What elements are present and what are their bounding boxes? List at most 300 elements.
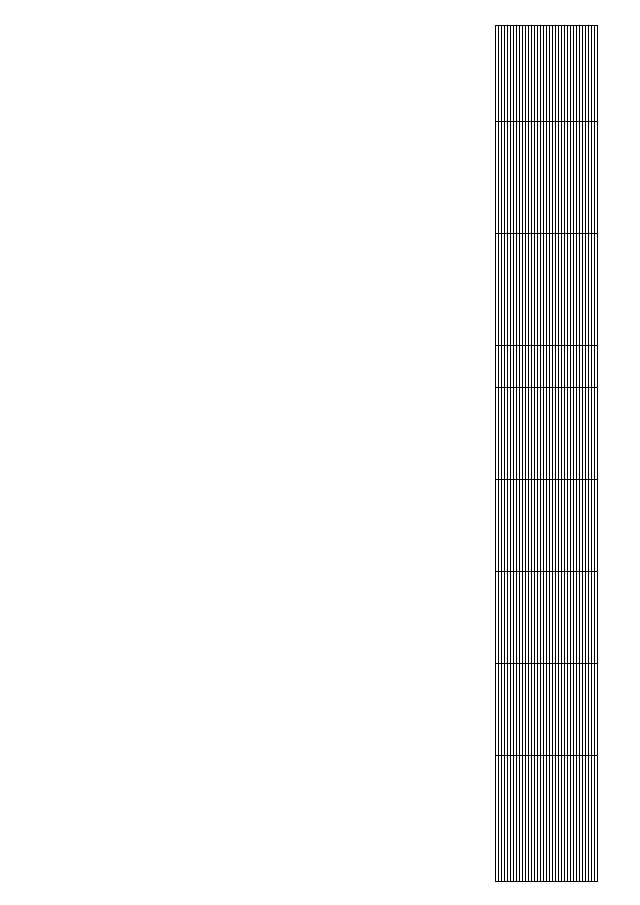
year-cell bbox=[592, 346, 595, 388]
value-col-5-cell bbox=[559, 480, 562, 572]
responsible-executor-cell bbox=[583, 234, 586, 346]
column-number-8 bbox=[595, 756, 598, 882]
value-col-7-cell bbox=[529, 664, 532, 756]
program-name-cell bbox=[589, 122, 592, 234]
program-level-cell bbox=[523, 26, 526, 122]
value-col-7-cell bbox=[511, 664, 514, 756]
responsible-executor-cell bbox=[511, 234, 514, 346]
value-col-7-cell bbox=[532, 664, 535, 756]
program-name-cell bbox=[586, 122, 589, 234]
table-row bbox=[520, 26, 523, 882]
year-cell bbox=[586, 346, 589, 388]
value-col-7-cell bbox=[592, 664, 595, 756]
table-row bbox=[592, 26, 595, 882]
responsible-executor-cell bbox=[559, 234, 562, 346]
value-col-8-cell bbox=[562, 756, 565, 882]
value-col-6-cell bbox=[541, 572, 544, 664]
value-col-7-cell bbox=[508, 664, 511, 756]
value-col-5-cell bbox=[553, 480, 556, 572]
program-name-cell bbox=[544, 122, 547, 234]
value-col-8-cell bbox=[553, 756, 556, 882]
program-level-cell bbox=[556, 26, 559, 122]
value-col-8-cell bbox=[547, 756, 550, 882]
program-name-cell bbox=[574, 122, 577, 234]
table-row bbox=[565, 26, 568, 882]
program-name-cell bbox=[550, 122, 553, 234]
value-col-8-cell bbox=[541, 756, 544, 882]
value-col-6-cell bbox=[565, 572, 568, 664]
value-col-6-cell bbox=[586, 572, 589, 664]
value-col-7-cell bbox=[568, 664, 571, 756]
program-level-cell bbox=[589, 26, 592, 122]
value-col-8-cell bbox=[514, 756, 517, 882]
value-col-7-cell bbox=[550, 664, 553, 756]
value-col-6-cell bbox=[580, 572, 583, 664]
value-col-6-cell bbox=[589, 572, 592, 664]
year-cell bbox=[514, 346, 517, 388]
value-col-5-cell bbox=[556, 480, 559, 572]
responsible-executor-cell bbox=[580, 234, 583, 346]
value-col-5-cell bbox=[517, 480, 520, 572]
value-col-7-cell bbox=[496, 664, 499, 756]
value-col-5-cell bbox=[535, 480, 538, 572]
value-col-7-cell bbox=[505, 664, 508, 756]
program-level-cell bbox=[592, 26, 595, 122]
value-col-4-cell bbox=[538, 388, 541, 480]
year-cell bbox=[562, 346, 565, 388]
table-row bbox=[589, 26, 592, 882]
responsible-executor-cell bbox=[574, 234, 577, 346]
value-col-4-cell bbox=[502, 388, 505, 480]
program-name-cell bbox=[496, 122, 499, 234]
value-col-7-cell bbox=[589, 664, 592, 756]
table-row bbox=[574, 26, 577, 882]
value-col-6-cell bbox=[583, 572, 586, 664]
responsible-executor-cell bbox=[523, 234, 526, 346]
program-level-cell bbox=[577, 26, 580, 122]
value-col-6-cell bbox=[547, 572, 550, 664]
value-col-8-cell bbox=[532, 756, 535, 882]
value-col-8-cell bbox=[574, 756, 577, 882]
responsible-executor-cell bbox=[589, 234, 592, 346]
table-row bbox=[532, 26, 535, 882]
value-col-5-cell bbox=[505, 480, 508, 572]
program-name-cell bbox=[508, 122, 511, 234]
year-cell bbox=[505, 346, 508, 388]
value-col-8-cell bbox=[535, 756, 538, 882]
value-col-8-cell bbox=[544, 756, 547, 882]
responsible-executor-cell bbox=[532, 234, 535, 346]
value-col-7-cell bbox=[541, 664, 544, 756]
value-col-4-cell bbox=[589, 388, 592, 480]
value-col-8-cell bbox=[556, 756, 559, 882]
table-row bbox=[583, 26, 586, 882]
program-level-cell bbox=[571, 26, 574, 122]
program-level-cell bbox=[508, 26, 511, 122]
value-col-7-cell bbox=[499, 664, 502, 756]
table-row bbox=[502, 26, 505, 882]
value-col-5-cell bbox=[532, 480, 535, 572]
program-level-cell bbox=[565, 26, 568, 122]
value-col-5-cell bbox=[592, 480, 595, 572]
column-number-2 bbox=[595, 122, 598, 234]
value-col-8-cell bbox=[520, 756, 523, 882]
responsible-executor-cell bbox=[517, 234, 520, 346]
value-col-8-cell bbox=[538, 756, 541, 882]
value-col-6-cell bbox=[553, 572, 556, 664]
year-cell bbox=[583, 346, 586, 388]
value-col-8-cell bbox=[589, 756, 592, 882]
program-name-cell bbox=[514, 122, 517, 234]
year-cell bbox=[499, 346, 502, 388]
value-col-5-cell bbox=[520, 480, 523, 572]
responsible-executor-cell bbox=[520, 234, 523, 346]
responsible-executor-cell bbox=[568, 234, 571, 346]
column-number-5 bbox=[595, 480, 598, 572]
program-level-cell bbox=[553, 26, 556, 122]
value-col-5-cell bbox=[499, 480, 502, 572]
value-col-4-cell bbox=[571, 388, 574, 480]
table-row bbox=[499, 26, 502, 882]
value-col-6-cell bbox=[511, 572, 514, 664]
program-name-cell bbox=[526, 122, 529, 234]
rotated-page bbox=[40, 25, 620, 885]
table-row bbox=[568, 26, 571, 882]
responsible-executor-cell bbox=[529, 234, 532, 346]
value-col-8-cell bbox=[586, 756, 589, 882]
value-col-6-cell bbox=[526, 572, 529, 664]
value-col-5-cell bbox=[583, 480, 586, 572]
program-level-cell bbox=[496, 26, 499, 122]
year-cell bbox=[541, 346, 544, 388]
program-name-cell bbox=[577, 122, 580, 234]
table-row bbox=[529, 26, 532, 882]
value-col-6-cell bbox=[514, 572, 517, 664]
year-cell bbox=[589, 346, 592, 388]
value-col-7-cell bbox=[586, 664, 589, 756]
year-cell bbox=[550, 346, 553, 388]
value-col-5-cell bbox=[589, 480, 592, 572]
value-col-6-cell bbox=[538, 572, 541, 664]
value-col-8-cell bbox=[499, 756, 502, 882]
responsible-executor-cell bbox=[553, 234, 556, 346]
value-col-5-cell bbox=[580, 480, 583, 572]
program-level-cell bbox=[532, 26, 535, 122]
year-cell bbox=[535, 346, 538, 388]
table-row bbox=[526, 26, 529, 882]
value-col-7-cell bbox=[556, 664, 559, 756]
responsible-executor-cell bbox=[496, 234, 499, 346]
program-level-cell bbox=[580, 26, 583, 122]
column-number-year bbox=[595, 346, 598, 388]
value-col-4-cell bbox=[520, 388, 523, 480]
responsible-executor-cell bbox=[562, 234, 565, 346]
program-level-cell bbox=[583, 26, 586, 122]
year-cell bbox=[517, 346, 520, 388]
value-col-4-cell bbox=[562, 388, 565, 480]
value-col-7-cell bbox=[565, 664, 568, 756]
program-level-cell bbox=[505, 26, 508, 122]
value-col-6-cell bbox=[577, 572, 580, 664]
table-row bbox=[523, 26, 526, 882]
value-col-7-cell bbox=[502, 664, 505, 756]
value-col-4-cell bbox=[496, 388, 499, 480]
table-row bbox=[517, 26, 520, 882]
value-col-8-cell bbox=[529, 756, 532, 882]
table-row bbox=[544, 26, 547, 882]
program-level-cell bbox=[586, 26, 589, 122]
column-number-7 bbox=[595, 664, 598, 756]
responsible-executor-cell bbox=[547, 234, 550, 346]
table-row bbox=[511, 26, 514, 882]
value-col-6-cell bbox=[502, 572, 505, 664]
value-col-4-cell bbox=[523, 388, 526, 480]
value-col-5-cell bbox=[562, 480, 565, 572]
responsible-executor-cell bbox=[541, 234, 544, 346]
table-row bbox=[496, 26, 499, 882]
program-name-cell bbox=[559, 122, 562, 234]
value-col-6-cell bbox=[571, 572, 574, 664]
responsible-executor-cell bbox=[565, 234, 568, 346]
value-col-7-cell bbox=[520, 664, 523, 756]
responsible-executor-cell bbox=[550, 234, 553, 346]
program-name-cell bbox=[568, 122, 571, 234]
year-cell bbox=[502, 346, 505, 388]
year-cell bbox=[526, 346, 529, 388]
table-row bbox=[541, 26, 544, 882]
value-col-7-cell bbox=[523, 664, 526, 756]
year-cell bbox=[547, 346, 550, 388]
table-row bbox=[553, 26, 556, 882]
value-col-7-cell bbox=[526, 664, 529, 756]
program-name-cell bbox=[556, 122, 559, 234]
program-name-cell bbox=[499, 122, 502, 234]
year-cell bbox=[520, 346, 523, 388]
value-col-6-cell bbox=[535, 572, 538, 664]
responsible-executor-cell bbox=[556, 234, 559, 346]
responsible-executor-cell bbox=[505, 234, 508, 346]
value-col-4-cell bbox=[547, 388, 550, 480]
value-col-4-cell bbox=[580, 388, 583, 480]
program-level-cell bbox=[559, 26, 562, 122]
value-col-4-cell bbox=[532, 388, 535, 480]
value-col-5-cell bbox=[511, 480, 514, 572]
value-col-8-cell bbox=[577, 756, 580, 882]
table-row bbox=[586, 26, 589, 882]
responsible-executor-cell bbox=[592, 234, 595, 346]
year-cell bbox=[568, 346, 571, 388]
value-col-8-cell bbox=[580, 756, 583, 882]
value-col-8-cell bbox=[568, 756, 571, 882]
value-col-4-cell bbox=[508, 388, 511, 480]
value-col-5-cell bbox=[565, 480, 568, 572]
program-level-cell bbox=[526, 26, 529, 122]
value-col-6-cell bbox=[523, 572, 526, 664]
value-col-7-cell bbox=[544, 664, 547, 756]
responsible-executor-cell bbox=[586, 234, 589, 346]
year-cell bbox=[565, 346, 568, 388]
year-cell bbox=[529, 346, 532, 388]
value-col-5-cell bbox=[508, 480, 511, 572]
program-level-cell bbox=[529, 26, 532, 122]
value-col-6-cell bbox=[559, 572, 562, 664]
value-col-5-cell bbox=[514, 480, 517, 572]
value-col-4-cell bbox=[577, 388, 580, 480]
program-name-cell bbox=[535, 122, 538, 234]
responsible-executor-cell bbox=[571, 234, 574, 346]
year-cell bbox=[553, 346, 556, 388]
value-col-4-cell bbox=[583, 388, 586, 480]
year-cell bbox=[538, 346, 541, 388]
value-col-8-cell bbox=[583, 756, 586, 882]
value-col-4-cell bbox=[559, 388, 562, 480]
year-cell bbox=[559, 346, 562, 388]
column-number-1 bbox=[595, 26, 598, 122]
table-body bbox=[496, 26, 598, 882]
value-col-4-cell bbox=[550, 388, 553, 480]
program-name-cell bbox=[592, 122, 595, 234]
program-name-cell bbox=[547, 122, 550, 234]
value-col-6-cell bbox=[592, 572, 595, 664]
program-level-cell bbox=[544, 26, 547, 122]
program-name-cell bbox=[580, 122, 583, 234]
value-col-4-cell bbox=[586, 388, 589, 480]
value-col-5-cell bbox=[571, 480, 574, 572]
value-col-7-cell bbox=[547, 664, 550, 756]
value-col-5-cell bbox=[529, 480, 532, 572]
table-row bbox=[505, 26, 508, 882]
program-name-cell bbox=[538, 122, 541, 234]
program-level-cell bbox=[568, 26, 571, 122]
value-col-4-cell bbox=[535, 388, 538, 480]
table-row bbox=[562, 26, 565, 882]
value-col-6-cell bbox=[499, 572, 502, 664]
responsible-executor-cell bbox=[514, 234, 517, 346]
program-name-cell bbox=[517, 122, 520, 234]
value-col-6-cell bbox=[544, 572, 547, 664]
value-col-4-cell bbox=[514, 388, 517, 480]
value-col-8-cell bbox=[508, 756, 511, 882]
year-cell bbox=[574, 346, 577, 388]
budget-table bbox=[495, 25, 598, 882]
responsible-executor-cell bbox=[499, 234, 502, 346]
year-cell bbox=[523, 346, 526, 388]
value-col-6-cell bbox=[532, 572, 535, 664]
value-col-7-cell bbox=[574, 664, 577, 756]
program-name-cell bbox=[571, 122, 574, 234]
value-col-5-cell bbox=[568, 480, 571, 572]
value-col-6-cell bbox=[508, 572, 511, 664]
value-col-7-cell bbox=[535, 664, 538, 756]
value-col-4-cell bbox=[499, 388, 502, 480]
value-col-4-cell bbox=[529, 388, 532, 480]
value-col-6-cell bbox=[529, 572, 532, 664]
value-col-4-cell bbox=[526, 388, 529, 480]
value-col-5-cell bbox=[541, 480, 544, 572]
value-col-6-cell bbox=[520, 572, 523, 664]
program-name-cell bbox=[523, 122, 526, 234]
table-row bbox=[538, 26, 541, 882]
program-name-cell bbox=[541, 122, 544, 234]
table-row bbox=[571, 26, 574, 882]
table-row bbox=[514, 26, 517, 882]
table-row bbox=[547, 26, 550, 882]
value-col-4-cell bbox=[517, 388, 520, 480]
value-col-8-cell bbox=[505, 756, 508, 882]
table-row bbox=[508, 26, 511, 882]
year-cell bbox=[508, 346, 511, 388]
value-col-5-cell bbox=[586, 480, 589, 572]
year-cell bbox=[556, 346, 559, 388]
program-level-cell bbox=[520, 26, 523, 122]
program-name-cell bbox=[553, 122, 556, 234]
value-col-6-cell bbox=[505, 572, 508, 664]
document-header bbox=[598, 25, 620, 885]
value-col-7-cell bbox=[562, 664, 565, 756]
value-col-5-cell bbox=[574, 480, 577, 572]
value-col-6-cell bbox=[562, 572, 565, 664]
value-col-6-cell bbox=[496, 572, 499, 664]
year-cell bbox=[544, 346, 547, 388]
value-col-5-cell bbox=[547, 480, 550, 572]
value-col-4-cell bbox=[505, 388, 508, 480]
value-col-5-cell bbox=[550, 480, 553, 572]
table-row bbox=[550, 26, 553, 882]
program-level-cell bbox=[499, 26, 502, 122]
value-col-8-cell bbox=[565, 756, 568, 882]
program-name-cell bbox=[505, 122, 508, 234]
program-level-cell bbox=[574, 26, 577, 122]
value-col-8-cell bbox=[571, 756, 574, 882]
value-col-7-cell bbox=[583, 664, 586, 756]
program-level-cell bbox=[535, 26, 538, 122]
table-row bbox=[559, 26, 562, 882]
table-row bbox=[580, 26, 583, 882]
value-col-8-cell bbox=[559, 756, 562, 882]
value-col-4-cell bbox=[568, 388, 571, 480]
value-col-6-cell bbox=[517, 572, 520, 664]
responsible-executor-cell bbox=[526, 234, 529, 346]
program-name-cell bbox=[511, 122, 514, 234]
value-col-8-cell bbox=[592, 756, 595, 882]
value-col-6-cell bbox=[550, 572, 553, 664]
program-name-cell bbox=[562, 122, 565, 234]
value-col-5-cell bbox=[577, 480, 580, 572]
value-col-5-cell bbox=[496, 480, 499, 572]
responsible-executor-cell bbox=[538, 234, 541, 346]
value-col-7-cell bbox=[553, 664, 556, 756]
responsible-executor-cell bbox=[502, 234, 505, 346]
value-col-4-cell bbox=[553, 388, 556, 480]
program-level-cell bbox=[550, 26, 553, 122]
value-col-7-cell bbox=[571, 664, 574, 756]
program-name-cell bbox=[583, 122, 586, 234]
program-level-cell bbox=[514, 26, 517, 122]
responsible-executor-cell bbox=[577, 234, 580, 346]
value-col-7-cell bbox=[577, 664, 580, 756]
program-name-cell bbox=[532, 122, 535, 234]
program-level-cell bbox=[538, 26, 541, 122]
value-col-4-cell bbox=[511, 388, 514, 480]
table-row bbox=[577, 26, 580, 882]
program-name-cell bbox=[529, 122, 532, 234]
year-cell bbox=[511, 346, 514, 388]
value-col-7-cell bbox=[517, 664, 520, 756]
column-number-6 bbox=[595, 572, 598, 664]
value-col-4-cell bbox=[544, 388, 547, 480]
value-col-6-cell bbox=[568, 572, 571, 664]
value-col-5-cell bbox=[502, 480, 505, 572]
